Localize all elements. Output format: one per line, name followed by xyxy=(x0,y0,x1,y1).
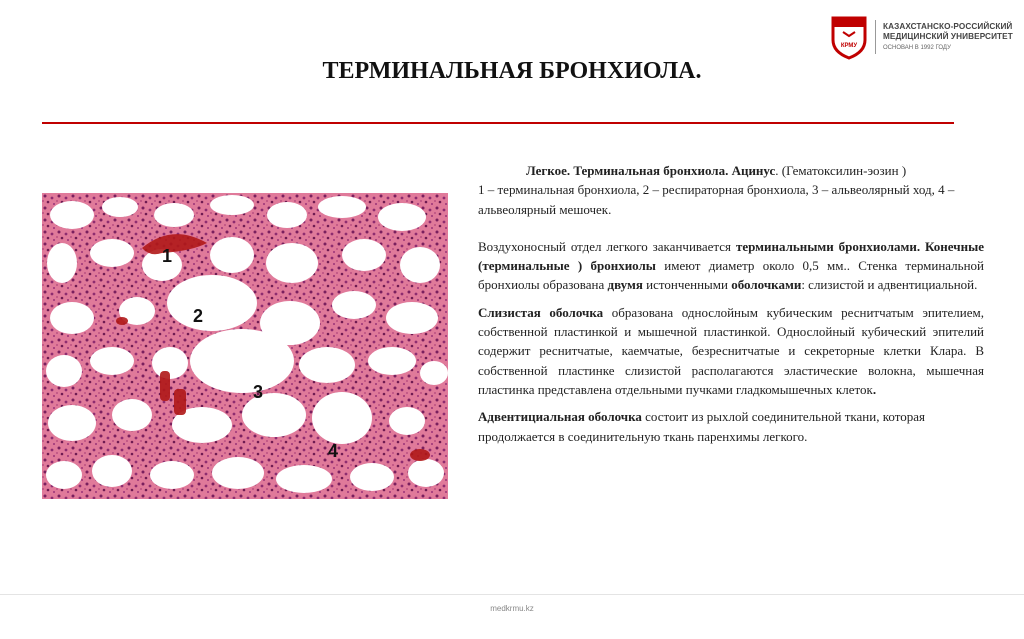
shield-logo-icon xyxy=(829,14,869,60)
micrograph-label-2: 2 xyxy=(193,306,204,326)
para1-bold-2: Конечные (терминальные ) бронхиолы xyxy=(478,238,984,274)
logo-line-1: КАЗАХСТАНСКО-РОССИЙСКИЙ xyxy=(883,22,1013,32)
para2-bold-1: Слизистая оболочка xyxy=(478,304,604,320)
para1-bold-4: оболочками xyxy=(731,277,802,293)
paragraph-mucosa xyxy=(478,303,984,399)
para1-bold-3: двумя xyxy=(607,277,643,293)
para3-text-1: состоит из рыхлой соединительной ткани, которая продолжается в соединительную ткань паренхимы легкого. xyxy=(478,409,925,444)
caption-heading-bold: Легкое. Терминальная бронхиола. Ацинус xyxy=(526,163,776,178)
paragraph-adventitia xyxy=(478,407,984,446)
micrograph-label-4: 4 xyxy=(328,441,339,461)
para2-text-1: образована однослойным кубическим реснитчатым эпителием, собственной пластинкой и мышечной пластинкой. Однослойный кубический эпителий содержит реснитчатые, каемчатые, безреснитчатые и секреторные клетки Клара. В собственной пластинке слизистой располагаются эластические волокна, мышечная пластинка представлена отдельными пучками гладкомышечных клеток xyxy=(478,304,984,397)
lung-tissue-micrograph xyxy=(42,193,448,499)
micrograph-label-3: 3 xyxy=(253,382,264,402)
logo-line-3: ОСНОВАН В 1992 ГОДУ xyxy=(883,44,951,51)
para1-text-1: Воздухоносный отдел легкого заканчивается xyxy=(478,238,736,254)
para1-text-4: : слизистой и адвентициальной. xyxy=(801,277,978,293)
caption-heading xyxy=(478,161,984,180)
logo-line-2: МЕДИЦИНСКИЙ УНИВЕРСИТЕТ xyxy=(883,31,1013,41)
micrograph-label-1: 1 xyxy=(162,246,173,266)
university-logo xyxy=(829,14,1019,60)
micrograph-image xyxy=(42,193,448,499)
para1-bold-1: терминальными бронхиолами. xyxy=(735,238,921,254)
footer-divider xyxy=(0,594,1024,595)
logo-badge: КРМУ xyxy=(840,43,858,49)
description-text xyxy=(478,161,984,446)
page-title: ТЕРМИНАЛЬНАЯ БРОНХИОЛА. xyxy=(322,58,702,84)
logo-text xyxy=(883,22,1013,51)
logo-separator xyxy=(875,20,876,54)
image-caption xyxy=(478,161,984,219)
para1-text-2: имеют диаметр около 0,5 мм.. Стенка терминальной бронхиолы образована xyxy=(478,258,985,293)
caption-heading-rest: . (Гематоксилин-эозин ) xyxy=(775,163,907,178)
para3-bold-1: Адвентициальная оболочка xyxy=(478,409,642,425)
paragraph-airway xyxy=(478,237,984,295)
para2-bold-2: . xyxy=(872,381,877,397)
title-divider xyxy=(42,122,954,124)
caption-legend: 1 – терминальная бронхиола, 2 – респираторная бронхиола, 3 – альвеолярный ход, 4 – альвеолярный мешочек. xyxy=(478,182,955,217)
footer-url: medkrmu.kz xyxy=(490,604,534,613)
para1-text-3: истонченными xyxy=(642,277,732,293)
